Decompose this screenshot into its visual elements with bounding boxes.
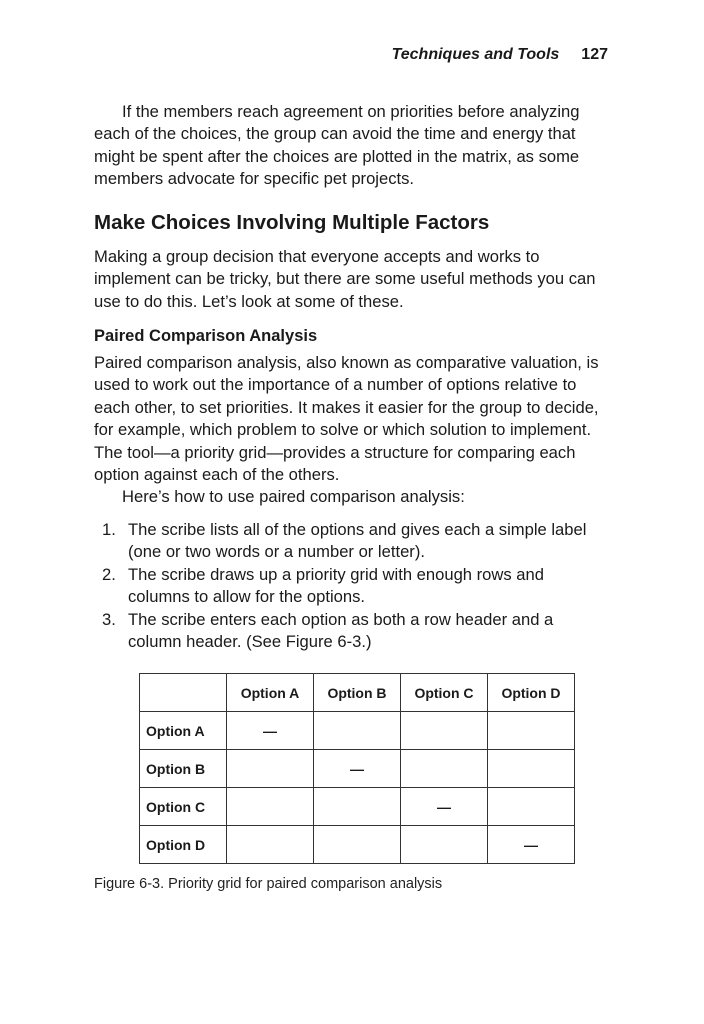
grid-cell <box>488 788 575 826</box>
section-heading: Make Choices Involving Multiple Factors <box>94 211 490 234</box>
grid-corner-cell <box>140 674 227 712</box>
grid-header-row <box>140 674 575 712</box>
table-row <box>140 826 575 864</box>
grid-cell <box>401 750 488 788</box>
grid-cell <box>227 788 314 826</box>
figure-caption: Figure 6-3. Priority grid for paired comparison analysis <box>94 876 443 892</box>
subsection-paragraph: Paired comparison analysis, also known as comparative valuation, is used to work out the importance of a number of options relative to each other, to set priorities. It makes it easier for the group to decide, for example, which problem to solve or which solution to implement. The tool—a priority grid—provides a structure for comparing each option against each of the others. <box>94 353 599 485</box>
page-number: 127 <box>581 46 608 63</box>
grid-row-header: Option C <box>140 788 227 826</box>
grid-cell <box>488 750 575 788</box>
grid-cell <box>488 712 575 750</box>
steps-list <box>94 519 606 653</box>
intro-paragraph: If the members reach agreement on priorities before analyzing each of the choices, the group can avoid the time and energy that might be spent after the choices are plotted in the matrix, as some members advocate for specific pet projects. <box>94 102 580 189</box>
grid-cell: — <box>314 750 401 788</box>
section-paragraph: Making a group decision that everyone accepts and works to implement can be tricky, but there are some useful methods you can use to do this. Let’s look at some of these. <box>94 247 596 311</box>
list-item: 3. The scribe enters each option as both a row header and a column header. (See Figure 6-3.) <box>102 609 554 652</box>
table-row <box>140 788 575 826</box>
running-header <box>392 46 608 64</box>
grid-cell <box>401 712 488 750</box>
grid-column-header: Option A <box>227 674 314 712</box>
priority-grid <box>139 673 575 864</box>
table-row <box>140 750 575 788</box>
grid-column-header: Option C <box>401 674 488 712</box>
grid-column-header: Option D <box>488 674 575 712</box>
grid-cell <box>314 826 401 864</box>
list-item: 1. The scribe lists all of the options and gives each a simple label (one or two words or a number or letter). <box>102 520 587 562</box>
grid-column-header: Option B <box>314 674 401 712</box>
subsection-heading: Paired Comparison Analysis <box>94 327 318 345</box>
grid-row-header: Option B <box>140 750 227 788</box>
list-item: 2. The scribe draws up a priority grid with enough rows and columns to allow for the options. <box>102 564 544 607</box>
table-row <box>140 712 575 750</box>
grid-row-header: Option D <box>140 826 227 864</box>
grid-cell: — <box>488 826 575 864</box>
grid-cell: — <box>401 788 488 826</box>
grid-cell <box>227 750 314 788</box>
howto-lead: Here’s how to use paired comparison analysis: <box>122 487 465 507</box>
grid-cell <box>314 788 401 826</box>
grid-row-header: Option A <box>140 712 227 750</box>
running-header-title: Techniques and Tools <box>391 46 560 63</box>
grid-cell: — <box>227 712 314 750</box>
grid-cell <box>401 826 488 864</box>
grid-cell <box>227 826 314 864</box>
grid-cell <box>314 712 401 750</box>
